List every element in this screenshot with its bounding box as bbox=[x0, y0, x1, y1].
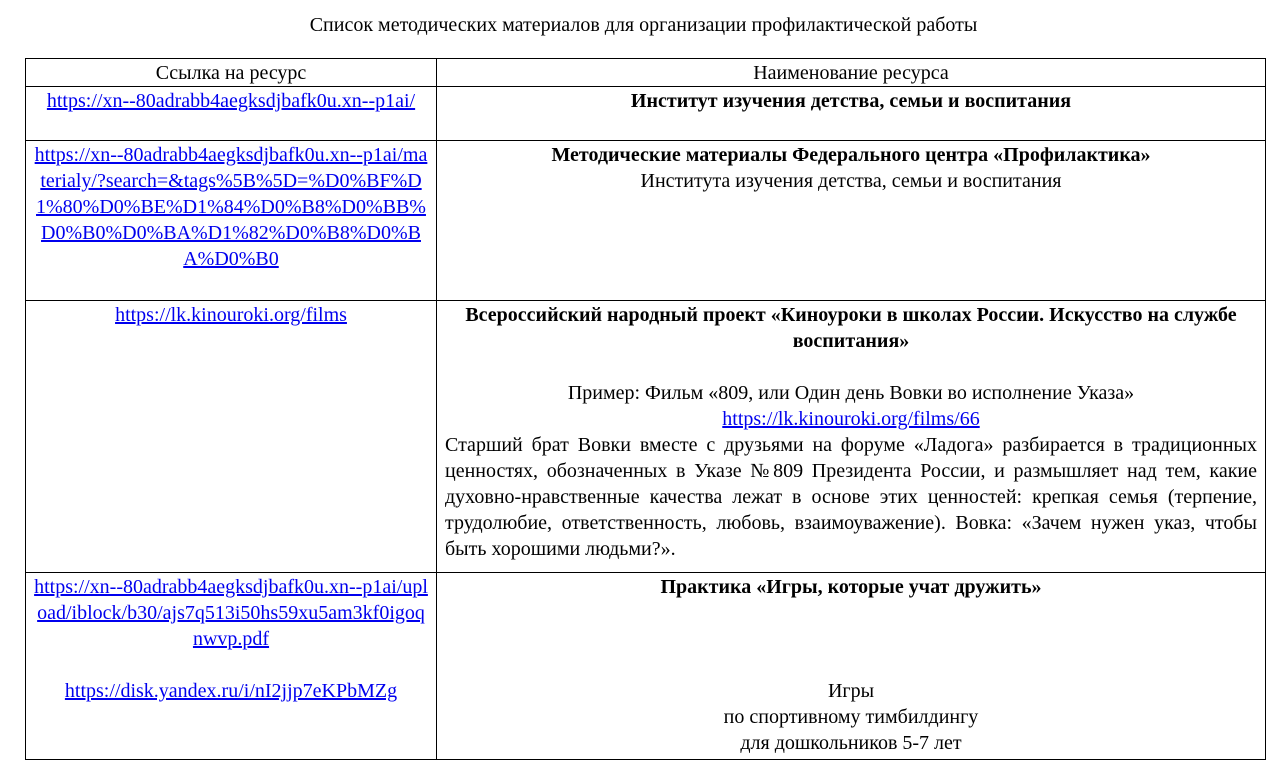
resource-name-bold: Институт изучения детства, семьи и воспитания bbox=[630, 90, 1072, 112]
games-line: для дошкольников 5-7 лет bbox=[740, 732, 962, 754]
spacer bbox=[445, 354, 1257, 380]
resources-table bbox=[25, 58, 1266, 760]
name-cell bbox=[437, 573, 1266, 760]
table-row bbox=[26, 141, 1266, 301]
resource-link[interactable]: https://disk.yandex.ru/i/nI2jjp7eKPbMZg bbox=[64, 680, 398, 702]
resource-link[interactable]: https://xn--80adrabb4aegksdjbafk0u.xn--p1ai/ bbox=[46, 90, 416, 112]
games-line: Игры bbox=[827, 680, 875, 702]
resource-link[interactable]: https://lk.kinouroki.org/films bbox=[115, 304, 347, 326]
name-cell bbox=[437, 301, 1266, 573]
spacer bbox=[445, 600, 1257, 678]
resource-name-regular: Института изучения детства, семьи и воспитания bbox=[640, 170, 1062, 192]
name-cell bbox=[437, 141, 1266, 301]
link-cell bbox=[26, 141, 437, 301]
example-text: Пример: Фильм «809, или Один день Вовки во исполнение Указа» bbox=[567, 382, 1135, 404]
link-cell bbox=[26, 573, 437, 760]
resource-name-bold: Методические материалы Федерального центра «Профилактика» bbox=[551, 144, 1151, 166]
games-line: по спортивному тимбилдингу bbox=[723, 706, 979, 728]
header-link-column: Ссылка на ресурс bbox=[26, 59, 437, 87]
table-row bbox=[26, 573, 1266, 760]
link-cell bbox=[26, 87, 437, 141]
table-header-row bbox=[26, 59, 1266, 87]
document-title: Список методических материалов для организации профилактической работы bbox=[309, 14, 978, 36]
link-cell bbox=[26, 301, 437, 573]
resource-name-bold: Всероссийский народный проект «Киноуроки в школах России. Искусство на службе воспитания» bbox=[465, 304, 1237, 352]
spacer bbox=[34, 652, 428, 678]
resource-description: Старший брат Вовки вместе с друзьями на форуме «Ладога» разбирается в традиционных ценностях, обозначенных в Указе №809 Президента России, и размышляет над тем, какие духовно-нравственные качества лежат в основе этих ценностей: крепкая семья (терпение, трудолюбие, ответственность, любовь, взаимоуважение). Вовка: «Зачем нужен указ, чтобы быть хорошими людьми?». bbox=[445, 434, 1257, 560]
resource-link[interactable]: https://xn--80adrabb4aegksdjbafk0u.xn--p1ai/upload/iblock/b30/ajs7q513i50hs59xu5am3kf0igoqnwvp.pdf bbox=[34, 576, 428, 650]
table-row bbox=[26, 87, 1266, 141]
example-link[interactable]: https://lk.kinouroki.org/films/66 bbox=[722, 408, 980, 430]
header-name-column: Наименование ресурса bbox=[437, 59, 1266, 87]
resource-name-bold: Практика «Игры, которые учат дружить» bbox=[660, 576, 1042, 598]
resource-link[interactable]: https://xn--80adrabb4aegksdjbafk0u.xn--p1ai/materialy/?search=&tags%5B%5D=%D0%BF%D1%80%D0%BE%D1%84%D0%B8%D0%BB%D0%B0%D0%BA%D1%82%D0%B8%D0%BA%D0%B0 bbox=[34, 144, 428, 270]
table-row bbox=[26, 301, 1266, 573]
name-cell bbox=[437, 87, 1266, 141]
